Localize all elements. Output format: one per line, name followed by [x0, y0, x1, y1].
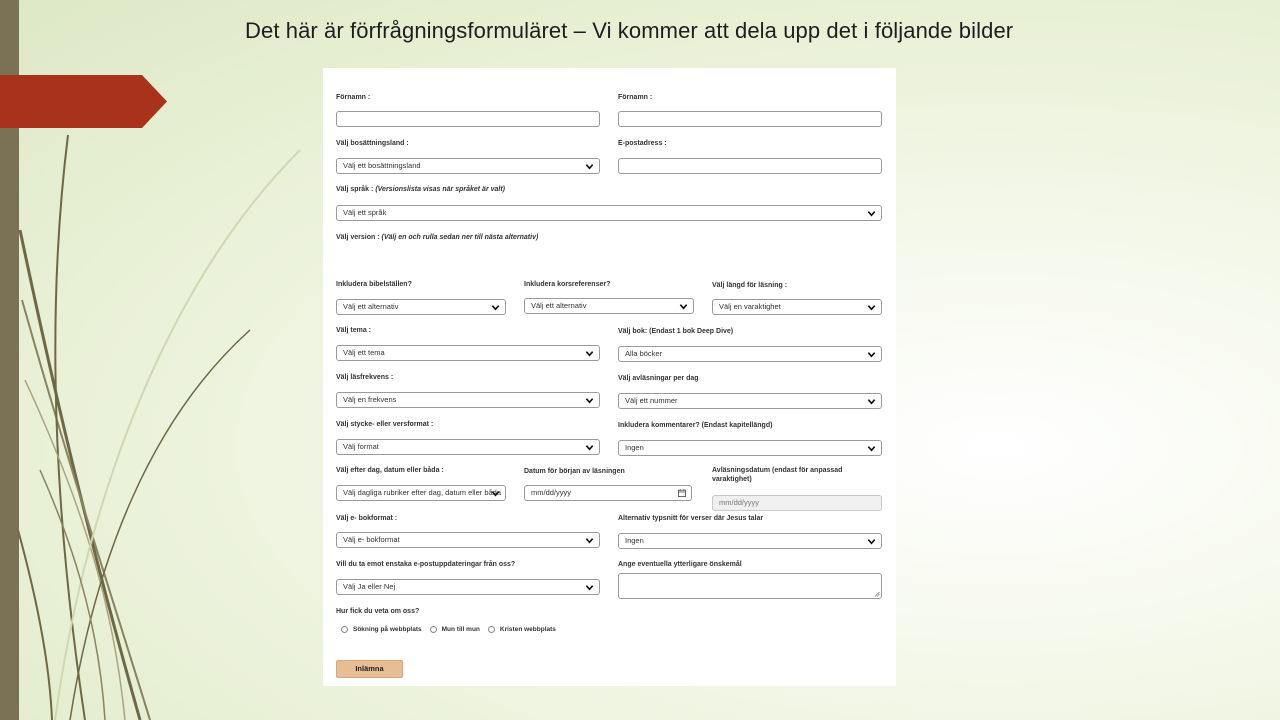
start-date-label: Datum för början av läsningen: [524, 468, 625, 475]
ebook-select[interactable]: [336, 532, 600, 548]
bible-places-select[interactable]: [336, 299, 506, 315]
country-select-value: Välj ett bosättningsland: [343, 161, 421, 170]
cross-refs-label: Inkludera korsreferenser?: [524, 281, 611, 288]
start-date-input[interactable]: [524, 485, 692, 501]
comments-label: Inkludera kommentarer? (Endast kapitellängd): [618, 422, 773, 429]
comments-select[interactable]: [618, 440, 882, 456]
end-date-label: Avläsningsdatum (endast för anpassad varaktighet): [712, 467, 843, 483]
book-select[interactable]: [618, 346, 882, 362]
radio-circle[interactable]: [341, 626, 348, 633]
book-label: Välj bok: (Endast 1 bok Deep Dive): [618, 328, 734, 335]
email-input[interactable]: [618, 158, 882, 174]
chevron-down-icon: [867, 303, 876, 312]
resize-grip-icon[interactable]: [874, 591, 880, 597]
reading-length-value: Välj en varaktighet: [719, 302, 781, 311]
day-date-label: Välj efter dag, datum eller båda :: [336, 467, 444, 474]
bible-places-value: Välj ett alternativ: [343, 302, 399, 311]
email-label: E-postadress :: [618, 140, 667, 147]
email-updates-select[interactable]: [336, 579, 600, 595]
language-label-hint: (Versionslista visas när språket är valt): [375, 186, 506, 193]
version-label: [336, 233, 538, 242]
chevron-down-icon: [679, 302, 688, 311]
start-date-placeholder: mm/dd/yyyy: [531, 488, 572, 497]
first-name-label: Förnamn :: [336, 94, 371, 101]
comments-value: Ingen: [625, 443, 644, 452]
radio-label: Sökning på webbplats: [353, 626, 422, 633]
language-select-value: Välj ett språk: [343, 208, 387, 217]
inquiry-form: [323, 68, 896, 686]
email-updates-value: Välj Ja eller Nej: [343, 582, 396, 591]
frequency-label: Välj läsfrekvens :: [336, 374, 394, 381]
country-select[interactable]: [336, 158, 600, 174]
heard-radio-group: [341, 626, 564, 633]
reading-length-select[interactable]: [712, 299, 882, 315]
chevron-down-icon: [585, 583, 594, 592]
readings-per-day-value: Välj ett nummer: [625, 396, 678, 405]
theme-label: Välj tema :: [336, 327, 372, 334]
chevron-down-icon: [585, 396, 594, 405]
chevron-down-icon: [491, 303, 500, 312]
radio-option-christian-site[interactable]: [488, 626, 556, 633]
wishes-label: Ange eventuella ytterligare önskemål: [618, 561, 742, 568]
day-date-value: Välj dagliga rubriker efter dag, datum eller båda: [343, 488, 502, 497]
chevron-down-icon: [585, 349, 594, 358]
cross-refs-value: Välj ett alternativ: [531, 301, 587, 310]
radio-label: Kristen webbplats: [499, 626, 556, 633]
chevron-down-icon: [585, 536, 594, 545]
language-label-text: Välj språk :: [336, 186, 374, 193]
radio-label: Mun till mun: [441, 626, 480, 633]
calendar-icon[interactable]: [678, 489, 686, 497]
language-select[interactable]: [336, 205, 882, 221]
theme-value: Välj ett tema: [343, 348, 385, 357]
submit-button[interactable]: Inlämna: [336, 660, 403, 678]
slide-title: Det här är förfrågningsformuläret – Vi kommer att dela upp det i följande bilder: [245, 18, 1014, 43]
chevron-down-icon: [867, 537, 876, 546]
arrow-tab-shape: [0, 75, 167, 128]
format-value: Välj format: [343, 442, 379, 451]
radio-circle[interactable]: [430, 626, 437, 633]
frequency-select[interactable]: [336, 392, 600, 408]
country-label: Välj bosättningsland :: [336, 140, 409, 147]
chevron-down-icon: [585, 443, 594, 452]
end-date-input[interactable]: [712, 495, 882, 511]
radio-option-word-of-mouth[interactable]: [430, 626, 480, 633]
readings-per-day-label: Välj avläsningar per dag: [618, 375, 699, 382]
theme-select[interactable]: [336, 345, 600, 361]
readings-per-day-select[interactable]: [618, 393, 882, 409]
chevron-down-icon: [491, 489, 500, 498]
wishes-textarea[interactable]: [618, 573, 882, 599]
first-name-2-label: Förnamn :: [618, 94, 653, 101]
day-date-select[interactable]: [336, 485, 506, 501]
font-label: Alternativ typsnitt för verser där Jesus talar: [618, 515, 764, 522]
bible-places-label: Inkludera bibelställen?: [336, 281, 412, 288]
language-label: [336, 185, 505, 194]
version-label-hint: (Välj en och rulla sedan ner till nästa alternativ): [381, 234, 539, 241]
reading-length-label: Välj längd för läsning :: [712, 282, 788, 289]
end-date-placeholder: mm/dd/yyyy: [719, 498, 760, 507]
chevron-down-icon: [867, 209, 876, 218]
frequency-value: Välj en frekvens: [343, 395, 397, 404]
first-name-2-input[interactable]: [618, 111, 882, 127]
chevron-down-icon: [867, 350, 876, 359]
ebook-value: Välj e- bokformat: [343, 535, 400, 544]
version-label-text: Välj version :: [336, 234, 380, 241]
heard-label: Hur fick du veta om oss?: [336, 608, 420, 615]
format-label: Välj stycke- eller versformat :: [336, 421, 434, 428]
cross-refs-select[interactable]: [524, 298, 694, 314]
font-select[interactable]: [618, 533, 882, 549]
font-value: Ingen: [625, 536, 644, 545]
ebook-label: Välj e- bokformat :: [336, 515, 398, 522]
chevron-down-icon: [867, 444, 876, 453]
radio-option-search[interactable]: [341, 626, 422, 633]
email-updates-label: Vill du ta emot enstaka e-postuppdateringar från oss?: [336, 561, 516, 568]
first-name-input[interactable]: [336, 111, 600, 127]
chevron-down-icon: [585, 162, 594, 171]
format-select[interactable]: [336, 439, 600, 455]
radio-circle[interactable]: [488, 626, 495, 633]
chevron-down-icon: [867, 397, 876, 406]
book-value: Alla böcker: [625, 349, 663, 358]
